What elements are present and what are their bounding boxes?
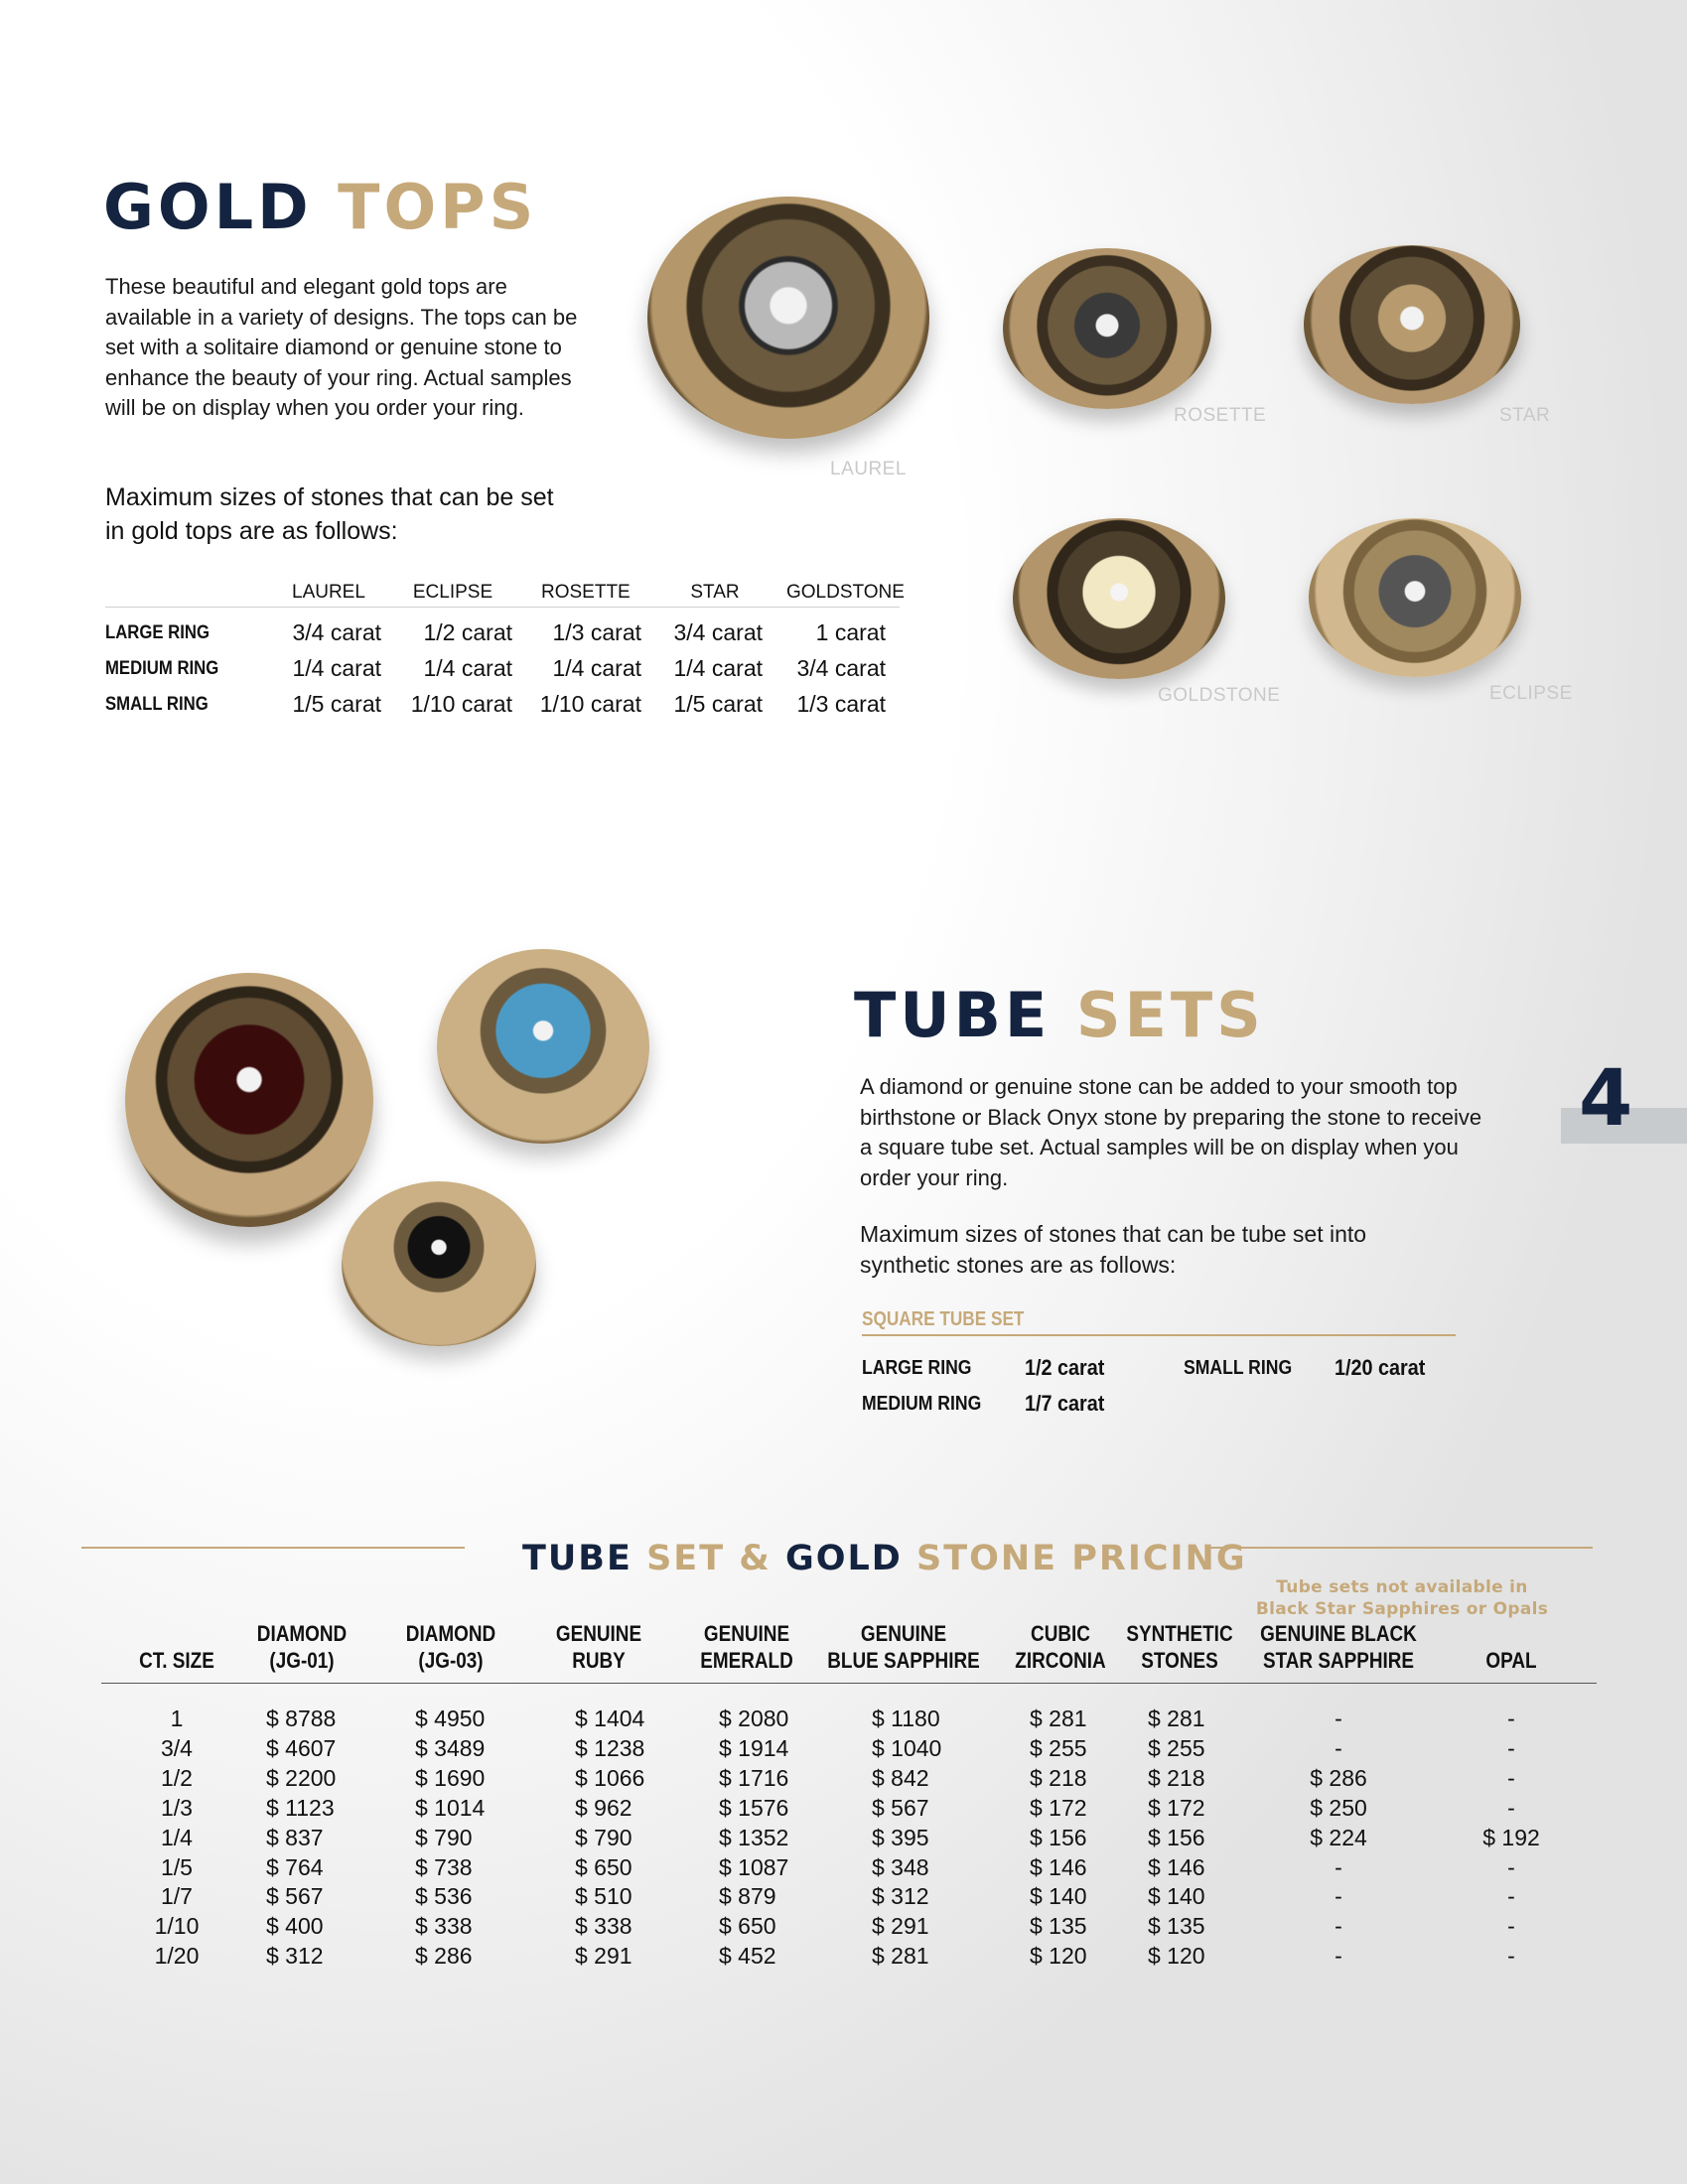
tube-large-label: LARGE RING — [862, 1357, 972, 1379]
price-cell: $ 1404 — [575, 1706, 645, 1731]
price-cell: $ 790 — [415, 1824, 473, 1850]
price-cell: $ 764 — [266, 1853, 324, 1880]
price-cell: $ 291 — [575, 1943, 633, 1970]
price-cell: 1/4 — [161, 1824, 193, 1850]
price-cell: $ 192 — [1482, 1824, 1540, 1850]
price-cell: $ 452 — [719, 1943, 776, 1970]
tube-small-label: SMALL RING — [1184, 1357, 1293, 1379]
table-cell: 3/4 carat — [796, 655, 886, 681]
price-cell: $ 255 — [1148, 1734, 1205, 1761]
price-cell: $ 3489 — [415, 1734, 486, 1761]
col-header-rosette: ROSETTE — [541, 582, 631, 603]
price-cell: $ 962 — [575, 1794, 633, 1821]
title-word-tube: TUBE — [854, 979, 1052, 1051]
title-word-tops: TOPS — [338, 171, 538, 243]
price-cell: $ 140 — [1030, 1883, 1087, 1910]
price-cell: $ 8788 — [266, 1706, 337, 1731]
price-cell: $ 4950 — [415, 1706, 486, 1731]
title-word-sets: SETS — [1075, 979, 1265, 1051]
price-cell: $ 567 — [872, 1794, 929, 1821]
table-cell: 1/4 carat — [292, 655, 381, 681]
price-cell: $ 650 — [719, 1913, 776, 1940]
price-col-header-line2: RUBY — [572, 1648, 626, 1673]
price-cell: $ 140 — [1148, 1883, 1205, 1910]
gold-tops-subheading: Maximum sizes of stones that can be set in gold tops are as follows: — [105, 483, 554, 545]
price-col-header-line1: DIAMOND — [256, 1621, 348, 1646]
gold-tops-title — [103, 171, 537, 243]
price-cell: - — [1335, 1853, 1342, 1880]
goldstone-ring-image — [1013, 518, 1225, 679]
price-cell: $ 510 — [575, 1883, 633, 1910]
table-cell: 3/4 carat — [292, 619, 381, 645]
square-tube-set-title: SQUARE TUBE SET — [862, 1308, 1025, 1330]
price-cell: $ 281 — [1148, 1706, 1205, 1731]
price-col-header-line1: GENUINE — [860, 1621, 947, 1646]
col-header-star: STAR — [690, 582, 740, 603]
price-cell: $ 1690 — [415, 1764, 486, 1791]
tube-small-value: 1/20 carat — [1335, 1355, 1426, 1380]
price-cell: $ 250 — [1310, 1794, 1367, 1821]
price-col-header-line2: ZIRCONIA — [1015, 1648, 1106, 1673]
pricing-title-gold: GOLD — [784, 1539, 903, 1578]
price-cell: 3/4 — [161, 1734, 193, 1761]
price-cell: $ 1066 — [575, 1764, 645, 1791]
pricing-title-set: SET & — [646, 1539, 772, 1578]
price-col-header-line2: (JG-01) — [269, 1648, 335, 1673]
price-cell: - — [1335, 1913, 1342, 1940]
price-cell: $ 1040 — [872, 1734, 942, 1761]
tube-set-ring-blue-image — [437, 949, 649, 1144]
table-cell: 1/4 carat — [423, 655, 512, 681]
tube-set-ring-onyx-image — [342, 1181, 536, 1346]
price-cell: $ 1716 — [719, 1764, 789, 1791]
price-cell: $ 2200 — [266, 1764, 337, 1791]
price-col-header-line1: SYNTHETIC — [1126, 1621, 1233, 1646]
price-cell: $ 338 — [575, 1913, 633, 1940]
price-cell: $ 146 — [1030, 1853, 1087, 1880]
price-cell: $ 156 — [1148, 1824, 1205, 1850]
price-col-header-line2: OPAL — [1485, 1648, 1537, 1673]
col-header-laurel: LAUREL — [292, 582, 365, 603]
ring-label-rosette: ROSETTE — [1174, 405, 1267, 426]
col-header-eclipse: ECLIPSE — [412, 582, 493, 603]
price-col-header-line2: STAR SAPPHIRE — [1262, 1648, 1415, 1673]
price-cell: $ 291 — [872, 1913, 929, 1940]
price-cell: $ 1352 — [719, 1824, 789, 1850]
price-cell: $ 348 — [872, 1853, 929, 1880]
laurel-ring-image — [647, 197, 929, 439]
price-cell: - — [1335, 1734, 1342, 1761]
row-label-medium: MEDIUM RING — [105, 658, 219, 679]
price-cell: $ 536 — [415, 1883, 473, 1910]
price-cell: $ 286 — [415, 1943, 473, 1970]
price-cell: $ 218 — [1148, 1764, 1205, 1791]
price-cell: $ 312 — [872, 1883, 929, 1910]
pricing-note-line1: Tube sets not available in — [1276, 1577, 1528, 1597]
tube-sets-title — [854, 979, 1265, 1051]
table-cell: 1/4 carat — [552, 655, 641, 681]
col-header-goldstone: GOLDSTONE — [786, 582, 905, 603]
price-cell: $ 218 — [1030, 1764, 1087, 1791]
price-cell: $ 879 — [719, 1883, 776, 1910]
price-cell: $ 172 — [1148, 1794, 1205, 1821]
price-cell: $ 120 — [1030, 1943, 1087, 1970]
price-cell: $ 1914 — [719, 1734, 789, 1761]
price-cell: $ 738 — [415, 1853, 473, 1880]
pricing-title-tube: TUBE — [522, 1539, 633, 1578]
square-tube-set-rule — [862, 1334, 1456, 1336]
price-cell: $ 1576 — [719, 1794, 789, 1821]
price-cell: 1 — [170, 1706, 184, 1731]
price-cell: - — [1507, 1734, 1515, 1761]
price-cell: - — [1507, 1853, 1515, 1880]
price-cell: - — [1335, 1883, 1342, 1910]
price-cell: $ 790 — [575, 1824, 633, 1850]
price-cell: - — [1335, 1943, 1342, 1970]
price-cell: - — [1507, 1913, 1515, 1940]
price-cell: $ 224 — [1310, 1824, 1367, 1850]
price-cell: $ 255 — [1030, 1734, 1087, 1761]
tube-large-value: 1/2 carat — [1025, 1355, 1105, 1380]
pricing-note-line2: Black Star Sapphires or Opals — [1255, 1599, 1549, 1619]
ring-label-goldstone: GOLDSTONE — [1158, 685, 1281, 706]
tube-medium-value: 1/7 carat — [1025, 1391, 1105, 1416]
price-cell: $ 135 — [1148, 1913, 1205, 1940]
price-cell: 1/20 — [154, 1943, 200, 1970]
price-cell: $ 2080 — [719, 1706, 789, 1731]
star-ring-image — [1304, 245, 1520, 404]
price-cell: - — [1335, 1706, 1342, 1731]
price-col-header-line2: EMERALD — [700, 1648, 793, 1673]
table-cell: 1/2 carat — [423, 619, 512, 645]
table-cell: 1/10 carat — [410, 691, 512, 717]
price-cell: $ 395 — [872, 1824, 929, 1850]
price-cell: 1/5 — [161, 1853, 193, 1880]
price-cell: $ 650 — [575, 1853, 633, 1880]
price-cell: $ 1087 — [719, 1853, 789, 1880]
price-cell: $ 281 — [872, 1943, 929, 1970]
price-col-header-line1: DIAMOND — [405, 1621, 496, 1646]
ring-label-star: STAR — [1499, 405, 1551, 426]
table-cell: 1/4 carat — [673, 655, 763, 681]
price-cell: $ 567 — [266, 1883, 324, 1910]
price-cell: $ 1123 — [266, 1794, 335, 1821]
table-cell: 3/4 carat — [673, 619, 763, 645]
price-cell: $ 135 — [1030, 1913, 1087, 1940]
table-cell: 1 carat — [815, 619, 886, 645]
price-cell: $ 1014 — [415, 1794, 486, 1821]
pricing-rule-left — [81, 1547, 465, 1549]
price-cell: $ 338 — [415, 1913, 473, 1940]
price-cell: - — [1507, 1764, 1515, 1791]
table-cell: 1/5 carat — [673, 691, 763, 717]
price-cell: 1/7 — [161, 1883, 193, 1910]
tube-sets-subheading: Maximum sizes of stones that can be tube set into synthetic stones are as follows: — [860, 1221, 1367, 1278]
price-col-header-line2: STONES — [1141, 1648, 1218, 1673]
price-cell: $ 4607 — [266, 1734, 337, 1761]
table-cell: 1/3 carat — [796, 691, 886, 717]
pricing-title-stone: STONE PRICING — [916, 1539, 1247, 1578]
price-cell: $ 1238 — [575, 1734, 645, 1761]
table-divider — [105, 607, 900, 608]
price-cell: $ 286 — [1310, 1764, 1367, 1791]
eclipse-ring-image — [1309, 518, 1521, 677]
tube-sets-description: A diamond or genuine stone can be added to your smooth top birthstone or Black Onyx stone by preparing the stone to receive a square tube set. Actual samples will be on display when you order your ring. — [860, 1074, 1482, 1190]
price-cell: - — [1507, 1883, 1515, 1910]
price-cell: $ 842 — [872, 1764, 929, 1791]
pricing-header-rule — [101, 1683, 1597, 1684]
price-col-header-line1: GENUINE — [703, 1621, 790, 1646]
price-col-header-line1: CUBIC — [1031, 1621, 1090, 1646]
price-cell: 1/2 — [161, 1764, 193, 1791]
ring-label-eclipse: ECLIPSE — [1489, 683, 1573, 704]
price-cell: $ 837 — [266, 1824, 324, 1850]
price-cell: $ 146 — [1148, 1853, 1205, 1880]
pricing-note — [1253, 1576, 1551, 1620]
tube-set-ring-garnet-image — [125, 973, 373, 1227]
price-col-header-line2: CT. SIZE — [139, 1648, 214, 1673]
price-cell: $ 120 — [1148, 1943, 1205, 1970]
table-cell: 1/3 carat — [552, 619, 641, 645]
price-cell: - — [1507, 1943, 1515, 1970]
table-cell: 1/10 carat — [539, 691, 641, 717]
price-cell: - — [1507, 1794, 1515, 1821]
row-label-small: SMALL RING — [105, 694, 209, 715]
price-col-header-line1: GENUINE — [555, 1621, 642, 1646]
title-word-gold: GOLD — [103, 171, 313, 243]
price-cell: $ 1180 — [872, 1706, 940, 1731]
tube-medium-label: MEDIUM RING — [862, 1393, 982, 1415]
price-cell: - — [1507, 1706, 1515, 1731]
rosette-ring-image — [1003, 248, 1211, 409]
price-cell: 1/10 — [154, 1913, 200, 1940]
price-col-header-line2: BLUE SAPPHIRE — [827, 1648, 980, 1673]
price-cell: 1/3 — [161, 1794, 193, 1821]
price-cell: $ 156 — [1030, 1824, 1087, 1850]
gold-tops-description: These beautiful and elegant gold tops are available in a variety of designs. The tops can be set with a solitaire diamond or genuine stone to enhance the beauty of your ring. Actual samples will be on display when you order your ring. — [105, 274, 578, 420]
price-col-header-line1: GENUINE BLACK — [1260, 1621, 1417, 1646]
row-label-large: LARGE RING — [105, 622, 210, 643]
table-cell: 1/5 carat — [292, 691, 381, 717]
price-cell: $ 172 — [1030, 1794, 1087, 1821]
pricing-rule-right — [1209, 1547, 1593, 1549]
price-col-header — [1409, 1620, 1614, 1674]
pricing-title — [522, 1539, 1247, 1578]
price-cell: $ 281 — [1030, 1706, 1087, 1731]
ring-label-laurel: LAUREL — [830, 459, 907, 479]
price-col-header-line1 — [1409, 1620, 1614, 1647]
price-cell: $ 312 — [266, 1943, 324, 1970]
page-number: 4 — [1579, 1054, 1633, 1144]
price-cell: $ 400 — [266, 1913, 324, 1940]
price-col-header-line2: (JG-03) — [418, 1648, 484, 1673]
